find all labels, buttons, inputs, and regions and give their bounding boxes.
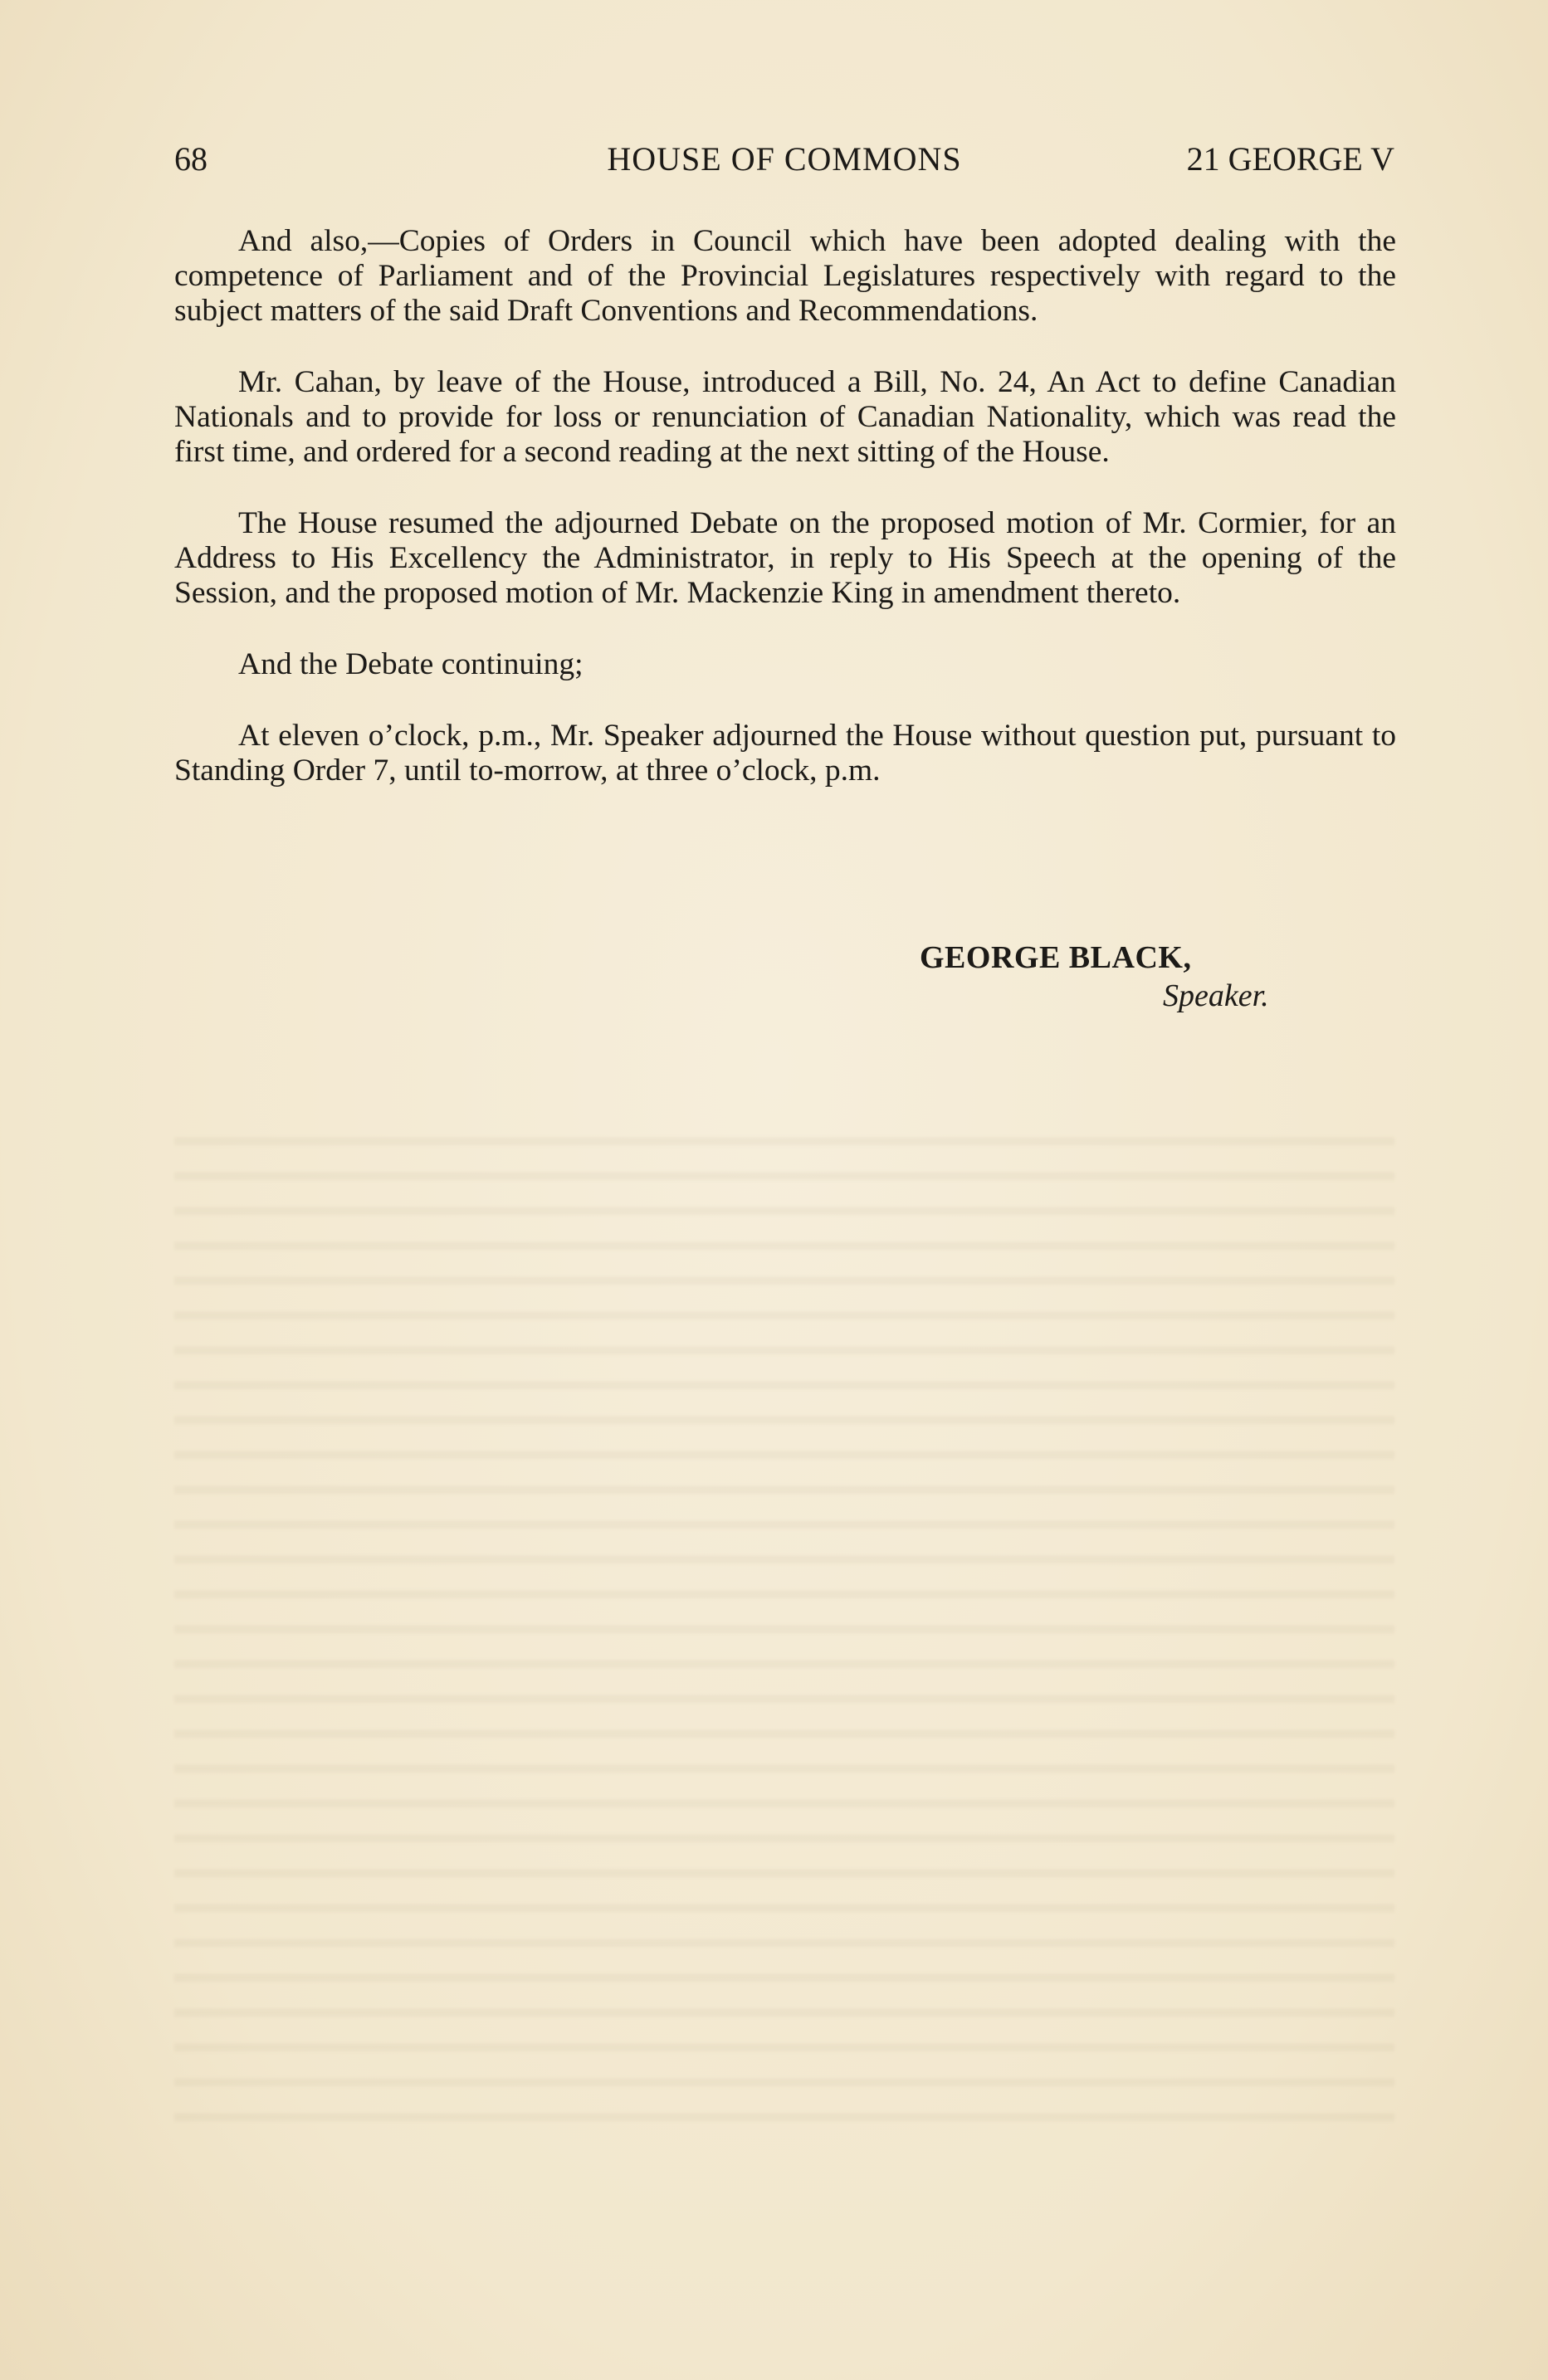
page-number: 68 <box>174 140 208 178</box>
paragraph-copies-orders: And also,—Copies of Orders in Council which have been adopted dealing with the competence of Parliament and of the Provincial Legislatures respectively with regard to the subject matters of the said Draft Conventions and Recommendations. <box>174 224 1396 328</box>
paragraph-debate-resumed: The House resumed the adjourned Debate on the proposed motion of Mr. Cormier, for an Address to His Excellency the Administrator, in reply to His Speech at the opening of the Session, and the proposed motion of Mr. Mackenzie King in amendment thereto. <box>174 506 1396 610</box>
signature-block <box>920 939 1384 1014</box>
page-title: HOUSE OF COMMONS <box>607 140 962 178</box>
speaker-title: Speaker. <box>1163 978 1269 1013</box>
paragraph-adjournment: At eleven o’clock, p.m., Mr. Speaker adjourned the House without question put, pursuant to Standing Order 7, until to-morrow, at three o’clock, p.m. <box>174 719 1396 788</box>
paragraph-bill-24: Mr. Cahan, by leave of the House, introduced a Bill, No. 24, An Act to define Canadian Nationals and to provide for loss or renunciation of Canadian Nationality, which was read the first time, and ordered for a second reading at the next sitting of the House. <box>174 365 1396 469</box>
journal-body <box>174 224 1396 825</box>
page-header <box>174 139 1394 181</box>
paragraph-debate-continuing: And the Debate continuing; <box>238 647 584 681</box>
bleed-through-texture <box>174 1112 1394 2124</box>
regnal-year: 21 GEORGE V <box>1186 140 1394 178</box>
speaker-name: GEORGE BLACK, <box>920 940 1192 975</box>
